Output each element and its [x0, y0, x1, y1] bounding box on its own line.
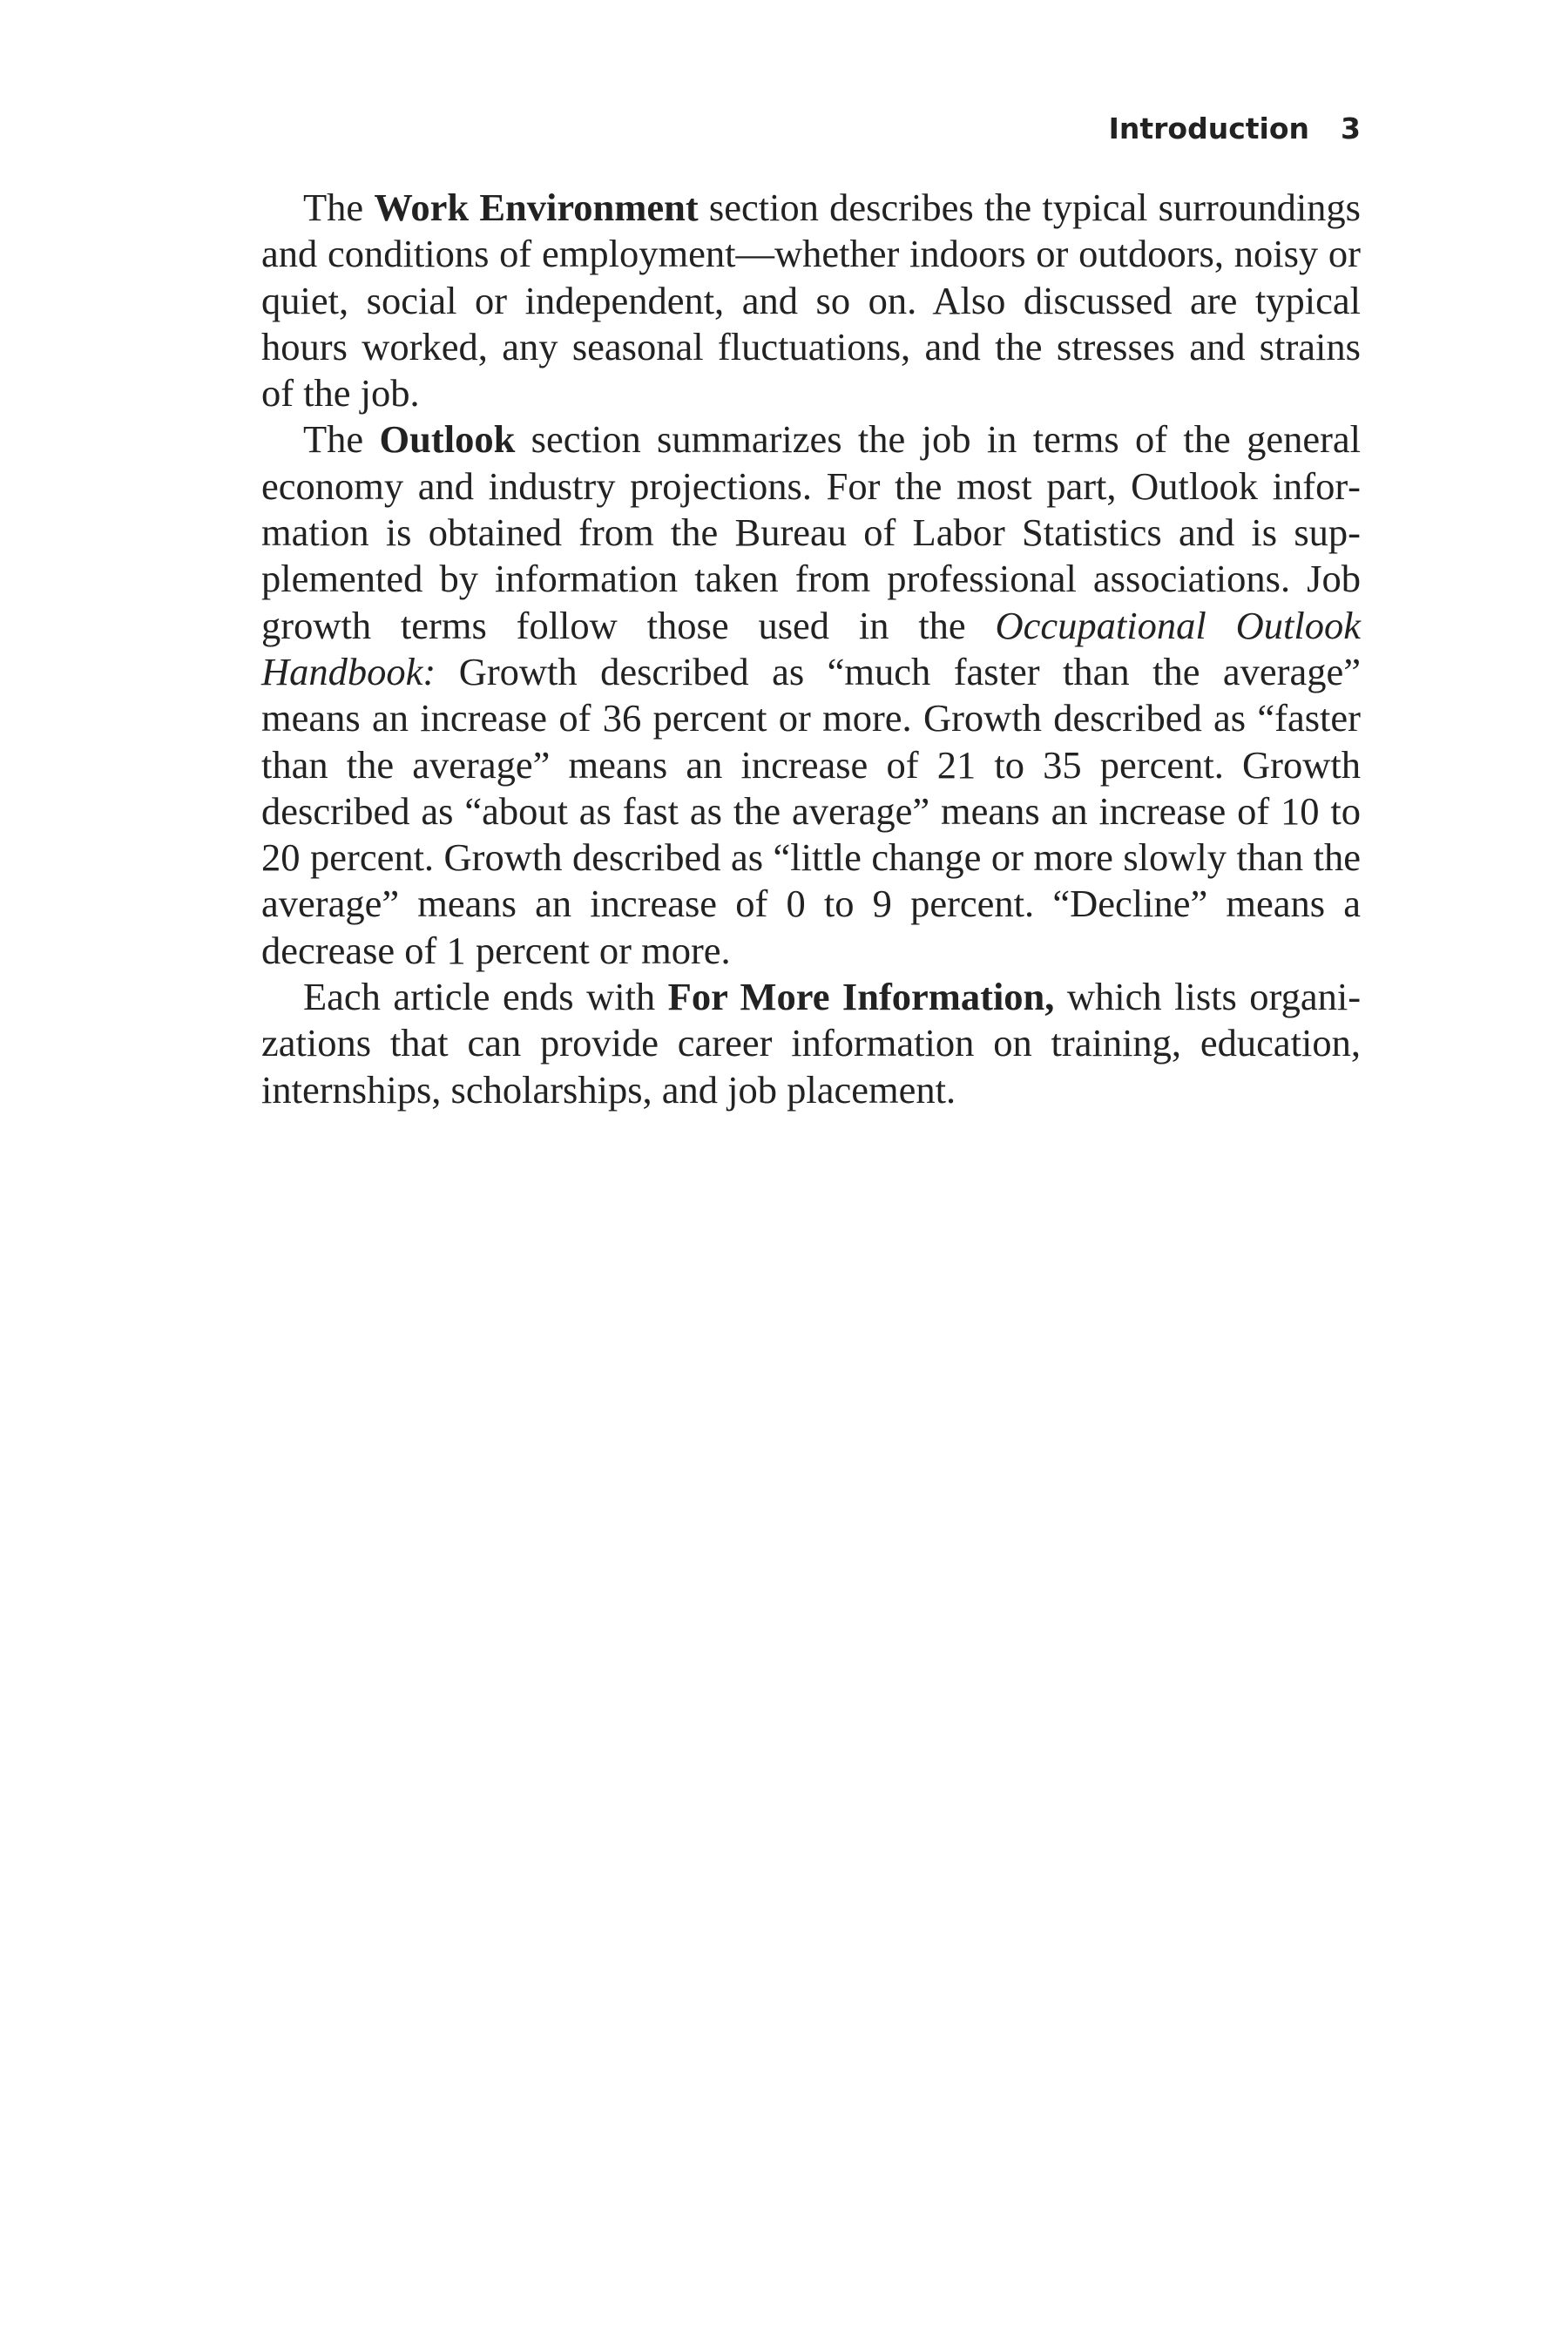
text-segment: section summarizes the job in terms of the general economy and industry projections. For the most part, Outlook information is obtained from the Bureau of Labor Statistics and is supplemented by information taken from professional associations. Job growth terms follow those used in the [261, 417, 1362, 647]
text-segment: Each article ends with [303, 975, 668, 1019]
page-number: 3 [1341, 112, 1361, 145]
book-title-occupational-outlook-handbook: Occupational Outlook Handbook: [261, 603, 1361, 693]
text-segment: which lists organizations that can provide career information on training, education, internships, scholarships, and job placement. [261, 975, 1362, 1112]
paragraph-work-environment [261, 185, 1361, 416]
text-segment: section describes the typical surroundings and conditions of employment—whether indoors or outdoors, noisy or quiet, social or independent, and so on. Also discussed are typical hours worked, any seasonal fluctuations, and the stresses and strains of the job. [261, 186, 1362, 416]
term-for-more-information: For More Information, [667, 975, 1055, 1019]
text-segment: The [303, 186, 375, 229]
term-outlook: Outlook [379, 417, 516, 462]
text-segment: The [303, 417, 380, 462]
paragraph-for-more-information [261, 974, 1361, 1113]
text-segment: Growth described as “much faster than the average” means an increase of 36 percent or more. Growth described as “faster than the average” means an increase of 21 to 35 percent. Growth described as “about as fast as the average” means an increase of 10 to 20 percent. Growth described as “little change or more slowly than the average” means an increase of 0 to 9 percent. “Decline” means a decrease of 1 percent or more. [261, 649, 1361, 972]
running-head [261, 112, 1361, 146]
running-head-title: Introduction [1108, 112, 1310, 145]
paragraph-outlook [261, 416, 1361, 974]
term-work-environment: Work Environment [374, 186, 699, 229]
body-text [261, 185, 1361, 1113]
